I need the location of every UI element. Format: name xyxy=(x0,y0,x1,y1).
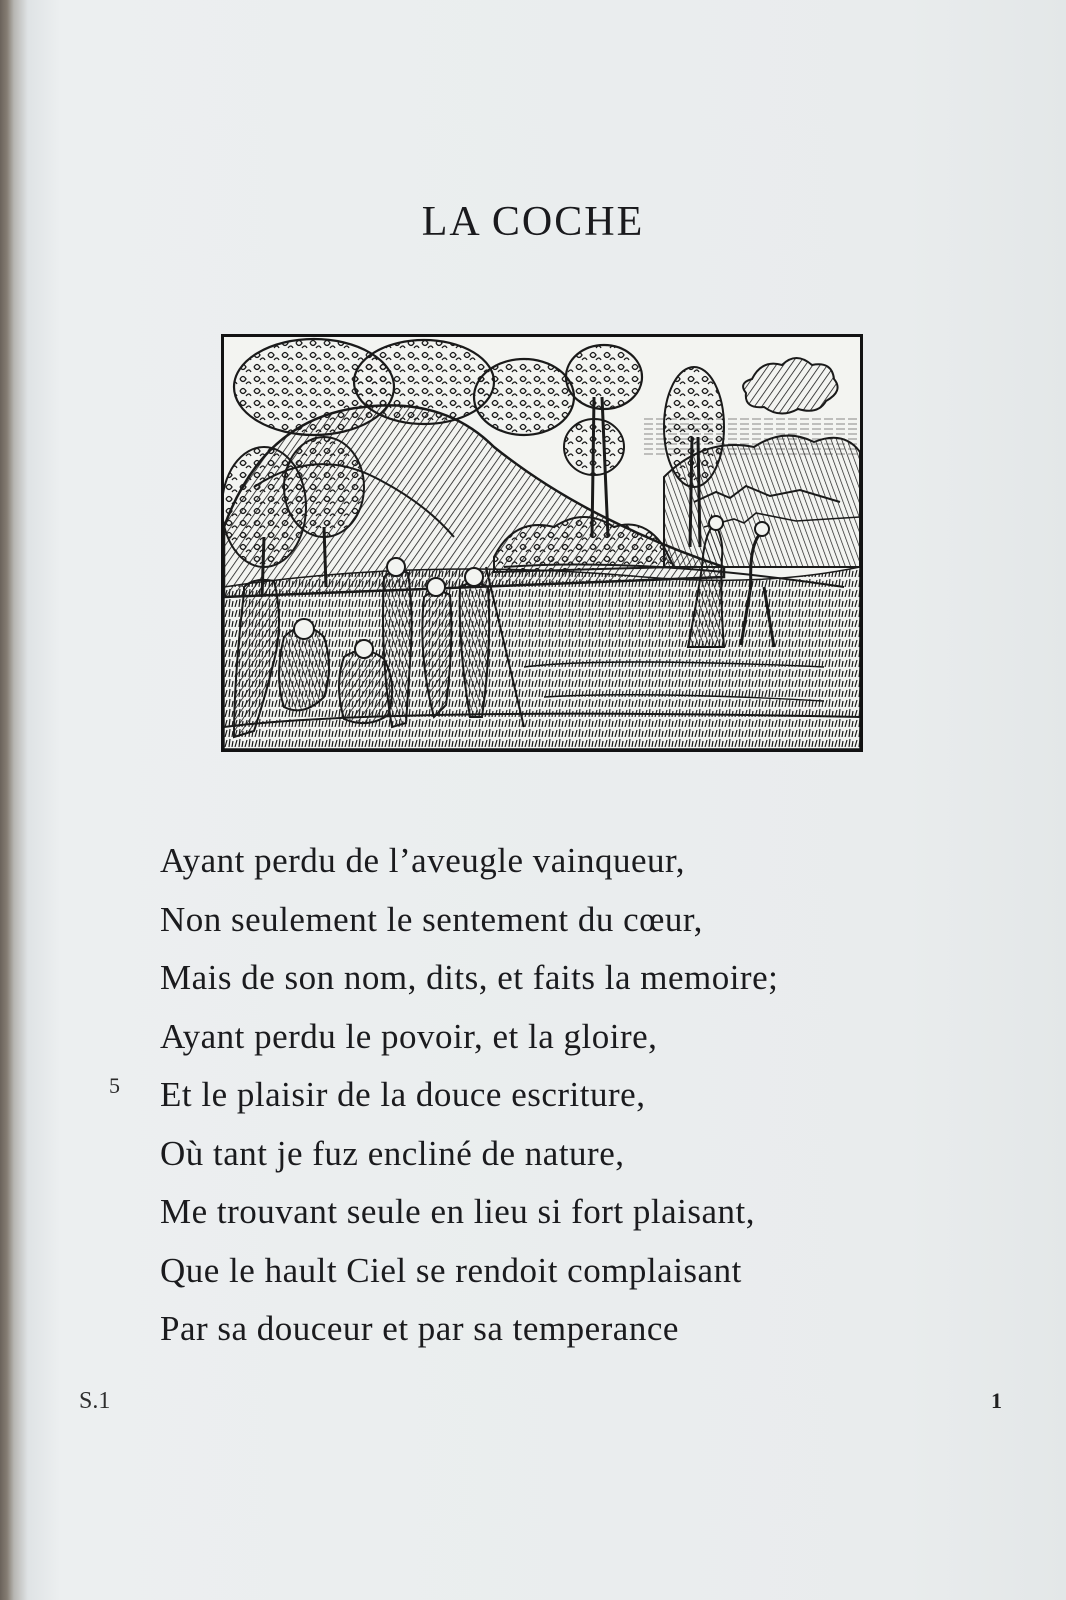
poem-line: Par sa douceur et par sa temperance xyxy=(160,1309,679,1348)
poem-line: Que le hault Ciel se rendoit complaisant xyxy=(160,1250,742,1290)
woodcut-landscape-icon xyxy=(224,337,860,749)
poem-line: Mais de son nom, dits, et faits la memoire; xyxy=(160,958,779,997)
poem-line: Ayant perdu de l’aveugle vainqueur, xyxy=(160,841,686,880)
line-number: 5 xyxy=(109,1073,120,1098)
poem-line: Me trouvant seule en lieu si fort plaisant, xyxy=(160,1192,755,1231)
poem-line: Ayant perdu le povoir, et la gloire, xyxy=(160,1016,658,1056)
poem-line: Où tant je fuz encliné de nature, xyxy=(160,1133,625,1173)
poem-stanza xyxy=(160,832,1010,1359)
poem-line: Non seulement le sentement du cœur, xyxy=(160,899,703,939)
page-number: 1 xyxy=(991,1388,1002,1413)
signature-mark: S.1 xyxy=(79,1388,111,1414)
page-title: LA COCHE xyxy=(421,199,645,245)
poem-line: Et le plaisir de la douce escriture, xyxy=(160,1075,646,1114)
woodcut-illustration xyxy=(221,334,863,752)
